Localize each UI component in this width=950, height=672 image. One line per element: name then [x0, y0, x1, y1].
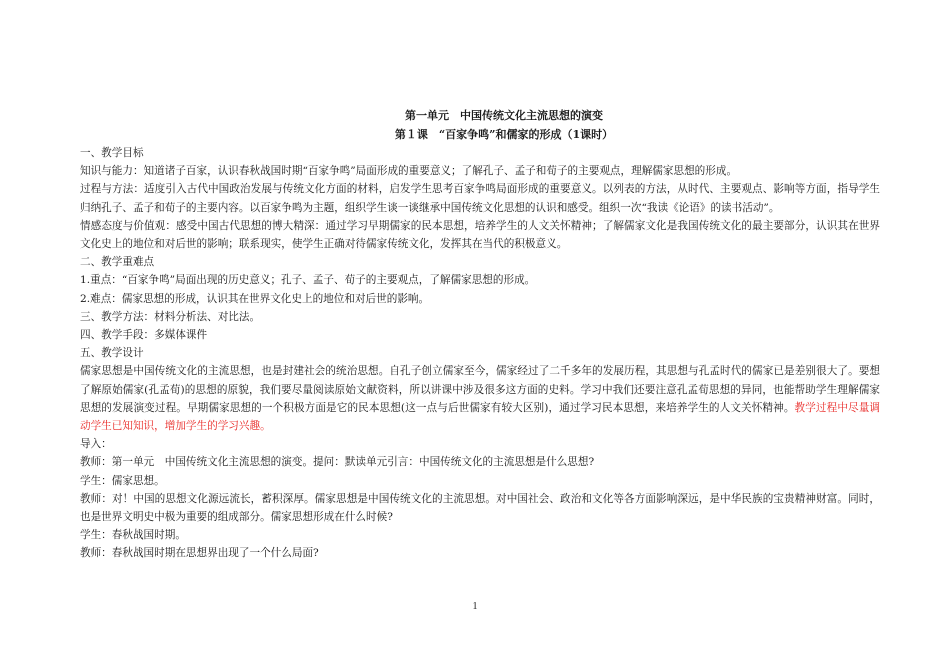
unit-title: 第一单元 中国传统文化主流思想的演变 [405, 109, 603, 122]
key-difficult-heading: 二、教学重难点 [80, 256, 155, 269]
teaching-tools: 四、教学手段：多媒体课件 [80, 329, 208, 342]
teaching-method: 三、教学方法：材料分析法、对比法。 [80, 310, 261, 323]
lesson-title: 第１课 “百家争鸣”和儒家的形成（1课时） [394, 128, 614, 141]
page-number: 1 [472, 601, 478, 612]
design-text [80, 362, 880, 435]
goals-heading: 一、教学目标 [80, 147, 144, 159]
dialog-line: 教师：春秋战国时期在思想界出现了一个什么局面? [80, 547, 319, 560]
difficult-point: 2.难点：儒家思想的形成，认识其在世界文化史上的地位和对后世的影响。 [80, 292, 430, 305]
design-text-main: 儒家思想是中国传统文化的主流思想，也是封建社会的统治思想。自孔子创立儒家至今，儒家经过了二千多年的发展历程，其思想与孔孟时代的儒家已是差别很大了。要想了解原始儒家(孔孟荀)的思想的原貌，我们要尽量阅读原始文献资料，所以讲课中涉及很多这方面的史料。学习中我们还要注意孔孟荀思想的异同，也能帮助学生理解儒家思想的发展演变过程。早期儒家思想的一个积极方面是它的民本思想(这一点与后世儒家有较大区别)，通过学习民本思想，来培养学生的人文关怀精神。 [80, 365, 880, 414]
dialog-line: 学生：儒家思想。 [80, 474, 165, 487]
goal-knowledge: 知识与能力：知道诸子百家，认识春秋战国时期“百家争鸣”局面形成的重要意义；了解孔子、孟子和荀子的主要观点，理解儒家思想的形成。 [80, 165, 738, 178]
dialog-line: 学生：春秋战国时期。 [80, 529, 186, 542]
dialog-line: 教师：第一单元 中国传统文化主流思想的演变。提问：默读单元引言：中国传统文化的主流思想是什么思想? [80, 456, 595, 469]
dialog-line: 教师：对！中国的思想文化源远流长，蓄积深厚。儒家思想是中国传统文化的主流思想。对中国社会、政治和文化等各方面影响深远，是中华民族的宝贵精神财富。同时，也是世界文明史中极为重要的组成部分。儒家思想形成在什么时候? [80, 492, 880, 524]
design-text-highlight: 教学过程中尽量调动学生已知知识，增加学生的学习兴趣。 [80, 401, 881, 433]
goal-emotion: 情感态度与价值观：感受中国古代思想的博大精深：通过学习早期儒家的民本思想，培养学生的人文关怀精神；了解儒家文化是我国传统文化的最主要部分，认识其在世界文化史上的地位和对后世的影响；联系现实，使学生正确对待儒家传统文化，发挥其在当代的积极意义。 [80, 219, 880, 251]
goal-process: 过程与方法：适度引入古代中国政治发展与传统文化方面的材料，启发学生思考百家争鸣局面形成的重要意义。以列表的方法，从时代、主要观点、影响等方面，指导学生归纳孔子、孟子和荀子的主要内容。以百家争鸣为主题，组织学生谈一谈继承中国传统文化思想的认识和感受。组织一次“我读《论语》的读书活动”。 [80, 183, 880, 214]
document-page [80, 106, 880, 563]
key-point: 1.重点：“百家争鸣”局面出现的历史意义；孔子、孟子、荀子的主要观点，了解儒家思想的形成。 [80, 274, 536, 287]
intro-label: 导入： [80, 438, 112, 451]
design-heading: 五、教学设计 [80, 347, 144, 360]
